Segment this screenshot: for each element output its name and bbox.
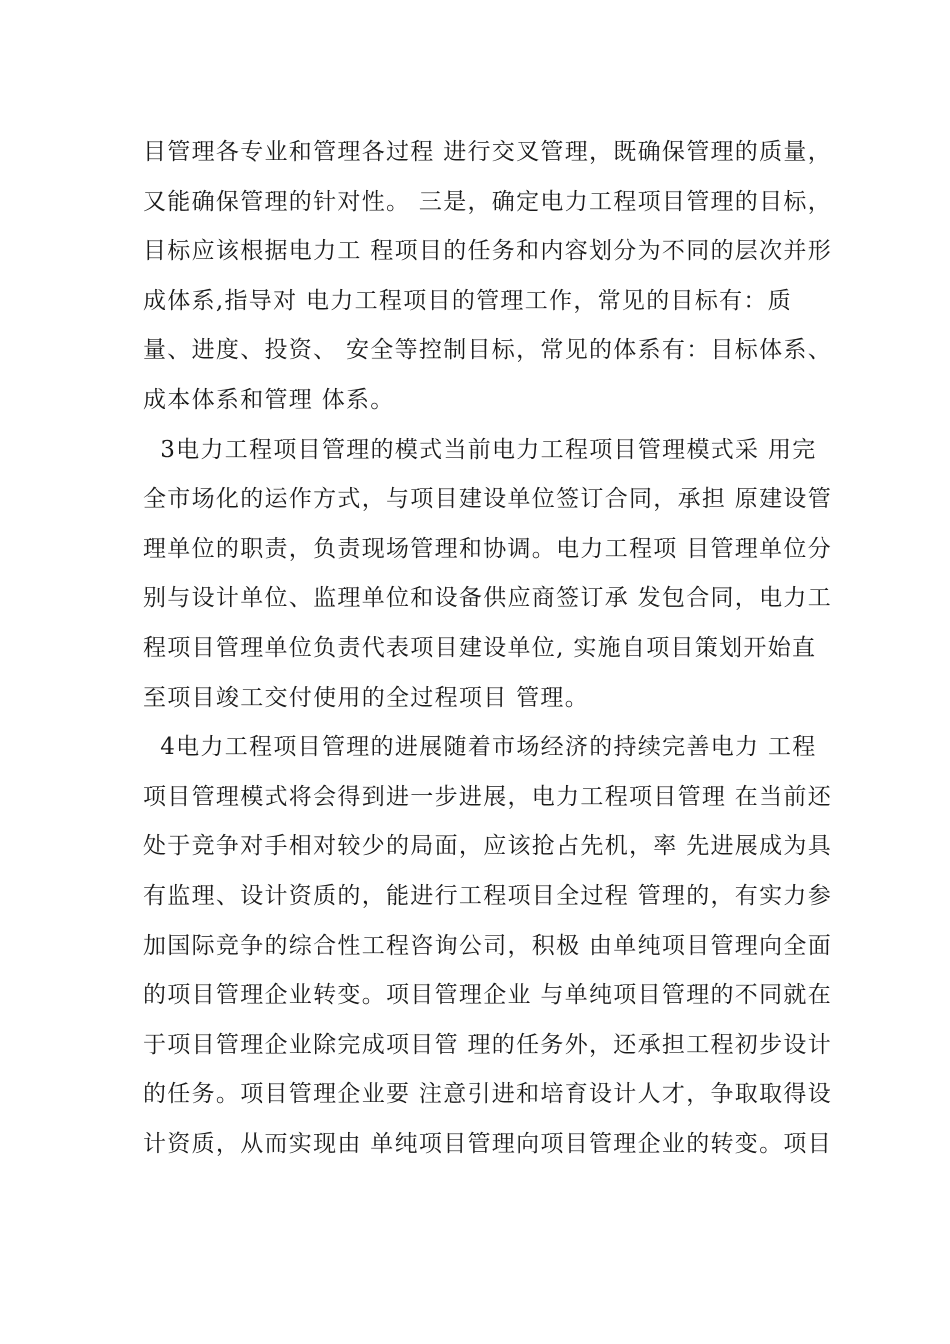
text-line: 项目管理模式将会得到进一步进展，电力工程项目管理 在当前还 [143, 783, 833, 810]
text-line: 3电力工程项目管理的模式当前电力工程项目管理模式采 用完 [143, 436, 817, 463]
text-line: 目标应该根据电力工 程项目的任务和内容划分为不同的层次并形 [143, 238, 833, 265]
text-line: 程项目管理单位负责代表项目建设单位, 实施自项目策划开始直 [143, 634, 817, 661]
text-line: 的项目管理企业转变。项目管理企业 与单纯项目管理的不同就在 [143, 982, 833, 1009]
text-line: 的任务。项目管理企业要 注意引进和培育设计人才，争取取得设 [143, 1081, 833, 1108]
text-line: 计资质，从而实现由 单纯项目管理向项目管理企业的转变。项目 [143, 1130, 833, 1157]
text-line: 加国际竞争的综合性工程咨询公司，积极 由单纯项目管理向全面 [143, 932, 833, 959]
text-line: 处于竞争对手相对较少的局面，应该抢占先机，率 先进展成为具 [143, 833, 833, 860]
body-text [143, 128, 833, 1169]
text-line: 成本体系和管理 体系。 [143, 386, 395, 413]
text-line: 全市场化的运作方式，与项目建设单位签订合同，承担 原建设管 [143, 486, 833, 513]
text-line: 有监理、设计资质的，能进行工程项目全过程 管理的，有实力参 [143, 882, 833, 909]
text-line: 成体系,指导对 电力工程项目的管理工作，常见的目标有：质 [143, 287, 793, 314]
text-line: 量、进度、投资、 安全等控制目标，常见的体系有：目标体系、 [143, 337, 833, 364]
text-line: 理单位的职责，负责现场管理和协调。电力工程项 目管理单位分 [143, 535, 833, 562]
text-line: 至项目竣工交付使用的全过程项目 管理。 [143, 684, 590, 711]
text-line: 又能确保管理的针对性。 三是，确定电力工程项目管理的目标， [143, 188, 833, 215]
text-line: 别与设计单位、监理单位和设备供应商签订承 发包合同，电力工 [143, 585, 833, 612]
text-line: 于项目管理企业除完成项目管 理的任务外，还承担工程初步设计 [143, 1031, 833, 1058]
text-line: 目管理各专业和管理各过程 进行交叉管理，既确保管理的质量， [143, 139, 833, 165]
text-line: 4电力工程项目管理的进展随着市场经济的持续完善电力 工程 [143, 734, 817, 761]
